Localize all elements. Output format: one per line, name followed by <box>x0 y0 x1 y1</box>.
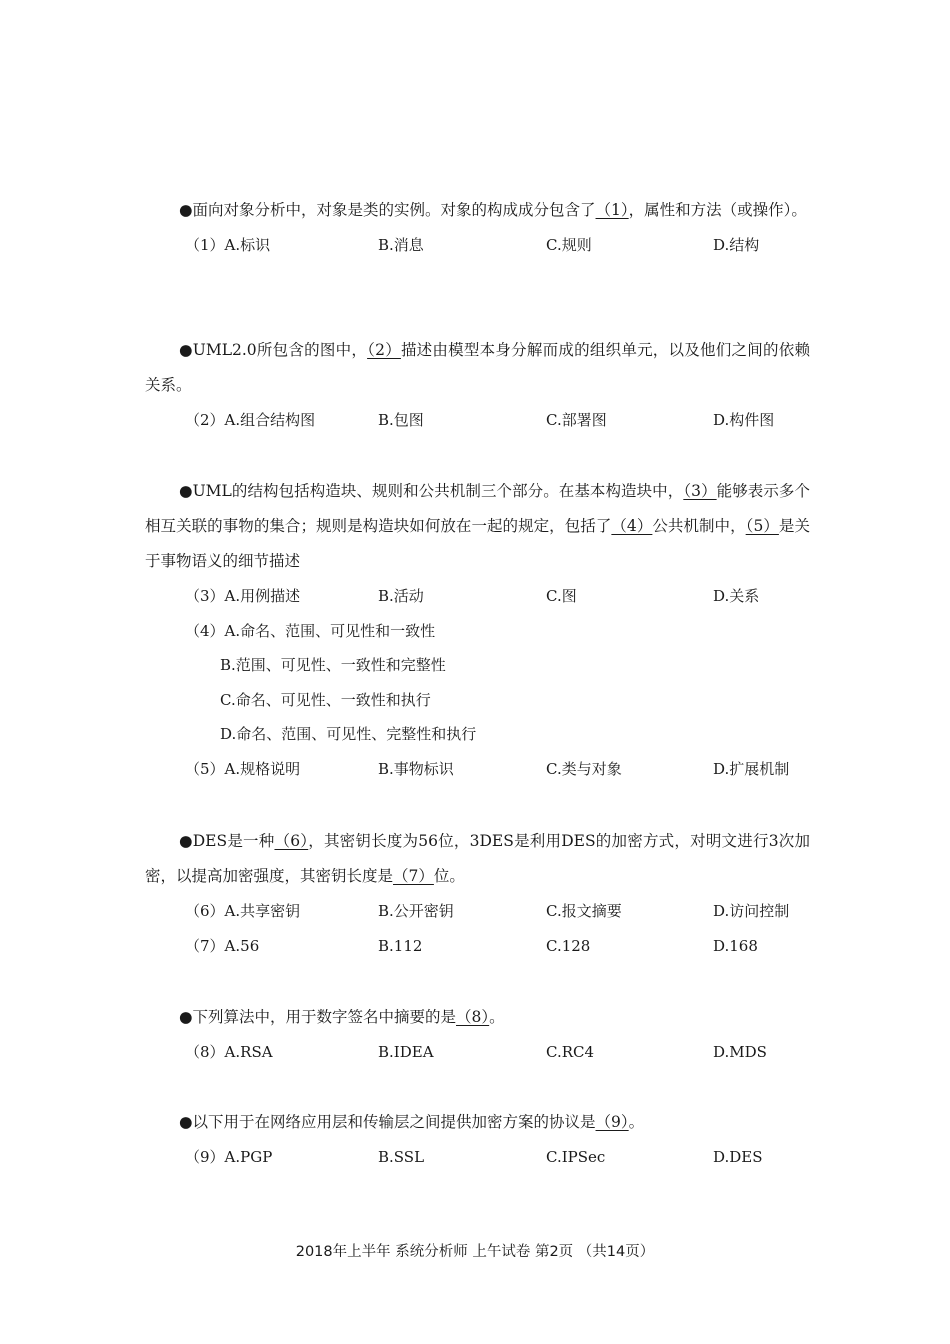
stem-text: 公共机制中， <box>652 517 746 535</box>
stem-text: 。 <box>489 1008 505 1026</box>
option-d: D.访问控制 <box>713 902 790 920</box>
answer-blank-6: （6） <box>274 832 309 850</box>
option-a: （6）A.共享密钥 <box>185 902 301 920</box>
question-3-stem <box>145 474 810 579</box>
stem-text: 是关于事物语义的细节描述 <box>145 517 810 570</box>
option-c: C.128 <box>546 936 591 955</box>
answer-blank-1: （1） <box>595 201 629 219</box>
option-c: C.报文摘要 <box>546 902 622 920</box>
option-d: D.构件图 <box>713 411 775 429</box>
stem-text: 能够表示多个相互关联的事物的集合；规则是构造块如何放在一起的规定，包括了 <box>145 482 810 535</box>
option-b: B.范围、可见性、一致性和完整性 <box>220 656 446 674</box>
option-a: （9）A.PGP <box>185 1148 273 1166</box>
options-row-1 <box>145 228 810 263</box>
option-c: C.RC4 <box>546 1043 595 1061</box>
question-4-stem <box>145 824 810 894</box>
option-c: C.类与对象 <box>546 759 622 778</box>
options-row-3 <box>145 579 810 614</box>
option-d: D.168 <box>713 936 758 955</box>
option-d: D.结构 <box>713 236 760 254</box>
option-d: D.DES <box>713 1148 763 1166</box>
options-row-2 <box>145 403 810 438</box>
options-row-4a <box>145 614 810 649</box>
options-row-4b <box>145 648 810 683</box>
stem-text: ●UML2.0所包含的图中， <box>179 341 368 359</box>
answer-blank-5: （5） <box>745 517 779 535</box>
option-c: C.部署图 <box>546 411 607 429</box>
stem-text: 。 <box>628 1113 645 1131</box>
stem-text: ●下列算法中，用于数字签名中摘要的是 <box>179 1008 457 1026</box>
stem-text: ●UML的结构包括构造块、规则和公共机制三个部分。在基本构造块中， <box>179 482 684 500</box>
options-row-9 <box>145 1140 810 1175</box>
stem-text: 位。 <box>433 867 465 885</box>
stem-text: ●DES是一种 <box>179 832 275 850</box>
option-d: D.MDS <box>713 1043 767 1061</box>
answer-blank-8: （8） <box>456 1008 490 1026</box>
options-row-7 <box>145 929 810 964</box>
stem-text: ，其密钥长度为56位，3DES是利用DES的加密方式，对明文进行3次加密，以提高加密强度，其密钥长度是 <box>145 832 810 885</box>
answer-blank-9: （9） <box>595 1113 629 1131</box>
question-6 <box>145 1105 810 1175</box>
options-row-5 <box>145 752 810 787</box>
options-row-4d <box>145 717 810 752</box>
option-d: D.命名、范围、可见性、完整性和执行 <box>220 725 477 743</box>
answer-blank-7: （7） <box>393 867 434 885</box>
option-c: C.规则 <box>546 236 592 254</box>
question-3 <box>145 474 810 786</box>
answer-blank-4: （4） <box>611 517 653 535</box>
option-c: C.图 <box>546 587 577 605</box>
question-6-stem <box>145 1105 810 1140</box>
option-b: B.消息 <box>378 236 424 254</box>
question-2 <box>145 333 810 438</box>
options-row-6 <box>145 894 810 929</box>
answer-blank-3: （3） <box>683 482 717 500</box>
option-b: B.IDEA <box>378 1043 434 1061</box>
question-1-stem <box>145 193 810 228</box>
option-c: C.命名、可见性、一致性和执行 <box>220 690 431 709</box>
option-d: D.关系 <box>713 587 760 605</box>
question-5-stem <box>145 1000 810 1035</box>
question-5 <box>145 1000 810 1070</box>
option-b: B.活动 <box>378 587 424 605</box>
question-2-stem <box>145 333 810 403</box>
option-a: （2）A.组合结构图 <box>185 411 316 429</box>
page-footer: 2018年上半年 系统分析师 上午试卷 第2页 （共14页） <box>295 1244 655 1260</box>
stem-text: ●以下用于在网络应用层和传输层之间提供加密方案的协议是 <box>179 1113 596 1131</box>
stem-text: ●面向对象分析中，对象是类的实例。对象的构成成分包含了 <box>179 201 596 219</box>
stem-text: ，属性和方法（或操作）。 <box>628 201 807 219</box>
option-b: B.事物标识 <box>378 759 454 778</box>
options-row-8 <box>145 1035 810 1070</box>
option-a: （8）A.RSA <box>185 1043 273 1061</box>
options-row-4c <box>145 683 810 718</box>
answer-blank-2: （2） <box>367 341 401 359</box>
option-a: （7）A.56 <box>185 936 260 955</box>
option-a: （5）A.规格说明 <box>185 759 301 778</box>
stem-text: 描述由模型本身分解而成的组织单元，以及他们之间的依赖关系。 <box>145 341 810 394</box>
option-b: B.112 <box>378 936 423 955</box>
question-1 <box>145 193 810 263</box>
option-b: B.SSL <box>378 1148 425 1166</box>
option-b: B.公开密钥 <box>378 902 454 920</box>
option-a: （3）A.用例描述 <box>185 587 301 605</box>
option-a: （1）A.标识 <box>185 236 271 254</box>
option-d: D.扩展机制 <box>713 759 790 778</box>
option-c: C.IPSec <box>546 1148 606 1166</box>
option-a: （4）A.命名、范围、可见性和一致性 <box>185 621 436 640</box>
option-b: B.包图 <box>378 411 424 429</box>
question-4 <box>145 824 810 963</box>
